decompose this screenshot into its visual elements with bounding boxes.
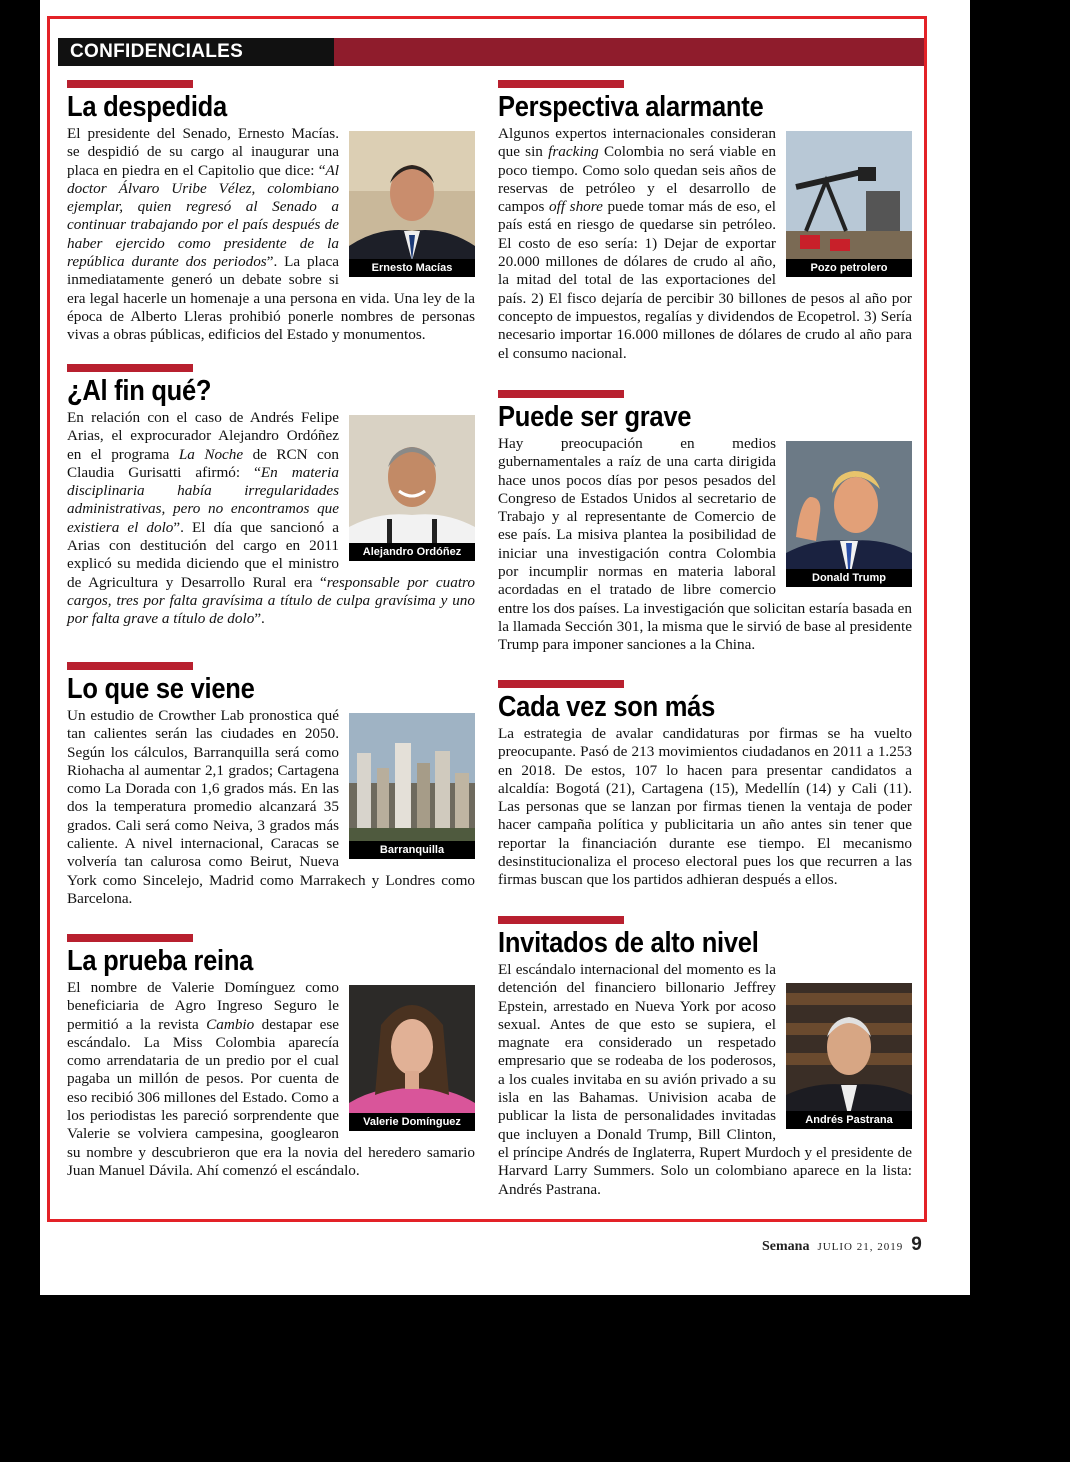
body-text: Un estudio de Crowther Lab pronostica qué tan calientes serán las ciudades en 2050. Según los cálculos, Barranquilla será como Riohacha al aumentar 2,1 grados; Cartagena como La Dorada con 1,6 grados más. En las dos la temperatura promedio alcanzará 35 grados. Cali será como Neiva, 3 grados más caliente. A nivel internacional, Caracas se volvería tan calurosa como Beirut, Nueva York como Sincelejo, Madrid como Marrakech y Londres como Barcelona.: [67, 707, 475, 907]
italic-text: Cambio: [206, 1015, 255, 1033]
portrait-image: [349, 985, 475, 1131]
body-text: El escándalo internacional del momento es la detención del financiero billonario Jeffrey Epstein, arrestado en Nueva York por acoso sexual. Antes de que esto se supiera, el magnate era considerado un respetado empresario que se rodeaba de los poderosos, a los cuales invitaba en su avión privado a su isla en las Bahamas. Univision acaba de publicar la lista de personalidades invitadas que incluyen a Donald Trump, Bill Clinton, el príncipe Andrés de Inglaterra, Rupert Murdoch y el presidente de Harvard Larry Summers. Solo un colombiano aparece en la lista: Andrés Pastrana.: [498, 961, 912, 1198]
article-headline: Perspectiva alarmante: [498, 91, 764, 123]
photo-valerie-dominguez: [349, 985, 475, 1131]
article-headline: Cada vez son más: [498, 691, 716, 723]
article-headline: La prueba reina: [67, 945, 254, 977]
body-text: El nombre de Valerie Domínguez como beneficiaria de Agro Ingreso Seguro le permitió a la revista: [67, 979, 339, 1033]
article-body: [498, 961, 912, 1199]
portrait-image: [349, 415, 475, 561]
italic-text: fracking: [548, 143, 599, 161]
article-body: [498, 125, 912, 363]
photo-alejandro-ordonez: [349, 415, 475, 561]
page-number: 9: [911, 1234, 922, 1255]
portrait-image: [349, 131, 475, 277]
photo-andres-pastrana: [786, 983, 912, 1129]
article-headline: Invitados de alto nivel: [498, 927, 759, 959]
portrait-image: [786, 983, 912, 1129]
photo-donald-trump: [786, 441, 912, 587]
body-text: ”.: [254, 610, 265, 628]
photo-caption: Barranquilla: [349, 841, 475, 859]
photo-caption: Ernesto Macías: [349, 259, 475, 277]
article-headline: ¿Al fin qué?: [67, 375, 212, 407]
italic-text: En materia disciplinaria había irregularidades administrativas, pero no encontramos que existiera el dolo: [67, 463, 339, 536]
city-image: [349, 713, 475, 859]
italic-text: off shore: [549, 198, 603, 216]
headline-rule: [67, 934, 193, 942]
article-body: [67, 125, 475, 345]
italic-text: Al doctor Álvaro Uribe Vélez, colombiano ejemplar, quien regresó al Senado a continuar trabajando por el país después de haber ejercido como presidente de la república durante dos periodos: [67, 161, 339, 271]
page-footer: [762, 1234, 922, 1256]
body-text: En relación con el caso de Andrés Felipe Arias, el exprocurador Alejandro Ordóñez en el programa: [67, 409, 339, 463]
body-text: El presidente del Senado, Ernesto Macías. se despidió de su cargo al inaugurar una placa en piedra en el Capitolio que dice: “: [67, 125, 339, 179]
article-headline: La despedida: [67, 91, 227, 123]
italic-text: La Noche: [178, 445, 244, 463]
photo-caption: Pozo petrolero: [786, 259, 912, 277]
issue-date: JULIO 21, 2019: [817, 1241, 904, 1253]
photo-caption: Alejandro Ordóñez: [349, 543, 475, 561]
article-body: [498, 725, 912, 890]
photo-caption: Donald Trump: [786, 569, 912, 587]
body-text: ”. La placa inmediatamente generó un debate sobre si era legal hacerle un homenaje a una persona en vida. Una ley de la época de Alberto Lleras prohibió ponerle nombres de personas vivas a obras públicas, edificios del Estado y monumentos.: [67, 253, 475, 344]
article-puede-ser-grave: [498, 390, 912, 655]
headline-rule: [498, 80, 624, 88]
article-lo-que-se-viene: [67, 662, 475, 908]
article-body: [67, 979, 475, 1180]
article-headline: Puede ser grave: [498, 401, 692, 433]
body-text: La estrategia de avalar candidaturas por firmas se ha vuelto preocupante. Pasó de 213 movimientos ciudadanos en 2011 a 1.253 en 2018. De estos, 107 lo hacen para presentar candidatos a alcaldía: Bogotá (21), Cartagena (15), Medellín (14) y Cali (11). Las personas que se lanzan por firmas tienen la ventaja de poder hacer campaña política y publicitaria un año antes sin tener que reportar la financiación durante ese tiempo. El mecanismo desinstitucionaliza el proceso electoral pues los que recurren a las firmas buscan que los partidos adhieran después a ellos.: [498, 725, 912, 889]
magazine-name: Semana: [762, 1239, 810, 1254]
article-la-despedida: [67, 80, 475, 345]
body-text: puede tomar más de eso, el país está en riesgo de quedarse sin petróleo. El costo de eso sería: 1) Dejar de exportar 20.000 millones de dólares de crudo al año, la mitad del total de las exportaciones del país. 2) El fisco dejaría de percibir 30 billones de pesos al año por concepto de impuestos, regalías y dividendos de Ecopetrol. 3) Sería necesario importar 16.000 millones de dólares de crudo al año para el consumo nacional.: [498, 198, 912, 362]
article-headline: Lo que se viene: [67, 673, 255, 705]
article-body: [67, 409, 475, 629]
body-text: Colombia no será viable en poco tiempo. Como solo quedan seis años de reservas de petróleo y el desarrollo de campos: [498, 143, 776, 216]
article-la-prueba-reina: [67, 934, 475, 1180]
article-body: [67, 707, 475, 908]
headline-rule: [498, 390, 624, 398]
article-cada-vez-son-mas: [498, 680, 912, 890]
article-body: [498, 435, 912, 655]
body-text: Hay preocupación en medios gubernamentales a raíz de una carta dirigida hace unos pocos días por pesos pesados del Congreso de Estados Unidos al secretario de Trabajo y al representante de Comercio de ese país. La misiva plantea la posibilidad de iniciar una investigación contra Colombia por incumplir normas en materia laboral acordadas en el tratado de libre comercio entre los dos países. La investigación que solicitan estaría basada en la llamada Sección 301, la misma que le sirvió de base al presidente Trump para imponer sanciones a la China.: [498, 435, 912, 654]
body-text: destapar ese escándalo. La Miss Colombia aparecía como arrendataria de un predio por el cual pagaba un millón de pesos. Por cuenta de eso recibió 306 millones del Estado. Como a los periodistas les pareció sorprendente que Valerie se volviera campesina, googlearon su nombre y descubrieron que era la novia del heredero samario Juan Manuel Dávila. Ahí comenzó el escándalo.: [67, 1015, 475, 1179]
photo-caption: Valerie Domínguez: [349, 1113, 475, 1131]
italic-text: responsable por cuatro cargos, tres por falta gravísima a título de culpa gravísima y uno por falta grave a título de dolo: [67, 573, 475, 628]
headline-rule: [498, 916, 624, 924]
article-invitados-de-alto-nivel: [498, 916, 912, 1199]
photo-ernesto-macias: [349, 131, 475, 277]
body-text: Algunos expertos internacionales consideran que sin: [498, 125, 776, 161]
headline-rule: [67, 80, 193, 88]
headline-rule: [67, 364, 193, 372]
portrait-image: [786, 441, 912, 587]
section-header-bar: [58, 38, 924, 66]
section-title: CONFIDENCIALES: [58, 38, 334, 66]
headline-rule: [67, 662, 193, 670]
photo-pozo-petrolero: [786, 131, 912, 277]
body-text: ”. El día que sancionó a Arias con destitución del cargo en 2011 explicó su medida diciendo que el ministro de Agricultura y Desarrollo Rural era “: [67, 518, 339, 591]
photo-caption: Andrés Pastrana: [786, 1111, 912, 1129]
article-perspectiva-alarmante: [498, 80, 912, 363]
headline-rule: [498, 680, 624, 688]
oil-well-image: [786, 131, 912, 277]
body-text: de RCN con Claudia Gurisatti afirmó: “: [67, 445, 339, 481]
article-al-fin-que: [67, 364, 475, 629]
photo-barranquilla: [349, 713, 475, 859]
